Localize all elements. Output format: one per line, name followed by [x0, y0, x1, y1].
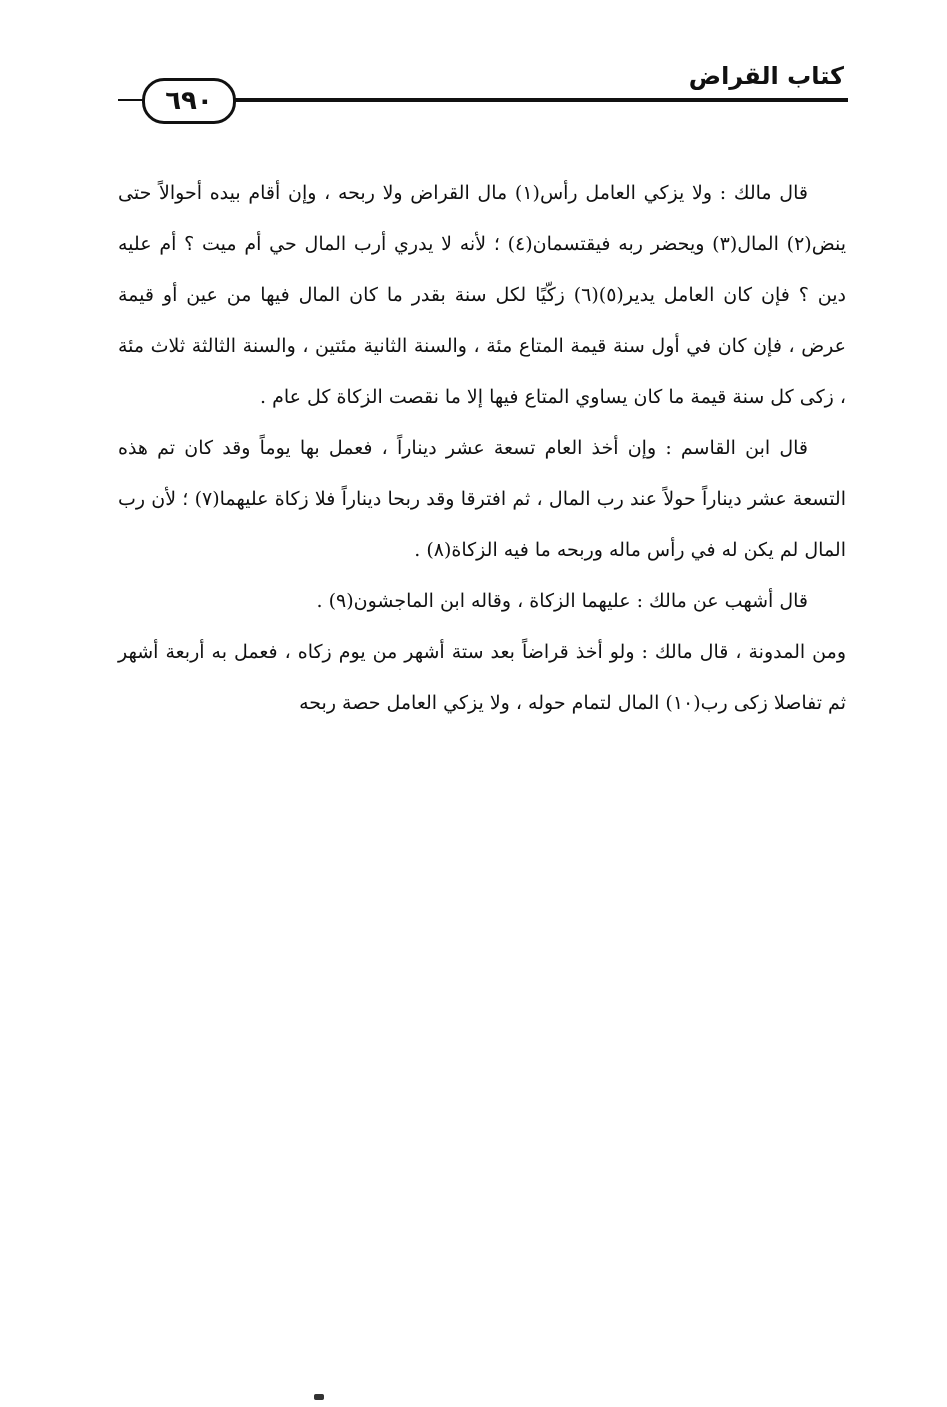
scan-mark: [314, 1394, 324, 1400]
paragraph-malik-zakat: قال مالك : ولا يزكي العامل رأس(١) مال القراض ولا ربحه ، وإن أقام بيده أحوالاً حتى ينض(٢) المال(٣) ويحضر ربه فيقتسمان(٤) ؛ لأنه لا يدري أرب المال حي أم ميت ؟ أم عليه دين ؟ فإن كان العامل يدير(٥)(٦) زكّيًا لكل سنة بقدر ما كان المال فيها من عين أو قيمة عرض ، فإن كان في أول سنة قيمة المتاع مئة ، والسنة الثانية مئتين ، والسنة الثالثة ثلاث مئة ، زكى كل سنة قيمة ما كان يساوي المتاع فيها إلا ما نقصت الزكاة كل عام .: [118, 182, 846, 408]
page-header: [118, 60, 848, 130]
body-text: [118, 168, 846, 729]
header-rule: [218, 98, 848, 102]
paragraph-mudawwana: ومن المدونة ، قال مالك : ولو أخذ قراضاً بعد ستة أشهر من يوم زكاه ، فعمل به أربعة أشهر ثم تفاصلا زكى رب(١٠) المال لتمام حوله ، ولا يزكي العامل حصة ربحه: [118, 641, 846, 714]
page-number: ٦٩٠: [142, 78, 236, 124]
paragraph-ashhab: قال أشهب عن مالك : عليهما الزكاة ، وقاله ابن الماجشون(٩) .: [316, 590, 808, 612]
paragraph-ibn-al-qasim: قال ابن القاسم : وإن أخذ العام تسعة عشر ديناراً ، فعمل بها يوماً وقد كان تم هذه التسعة عشر ديناراً حولاً عند رب المال ، ثم افترقا وقد ربحا ديناراً فلا زكاة عليهما(٧) ؛ لأن رب المال لم يكن له في رأس ماله وربحه ما فيه الزكاة(٨) .: [118, 437, 846, 561]
book-title: كتاب القراض: [688, 62, 844, 90]
